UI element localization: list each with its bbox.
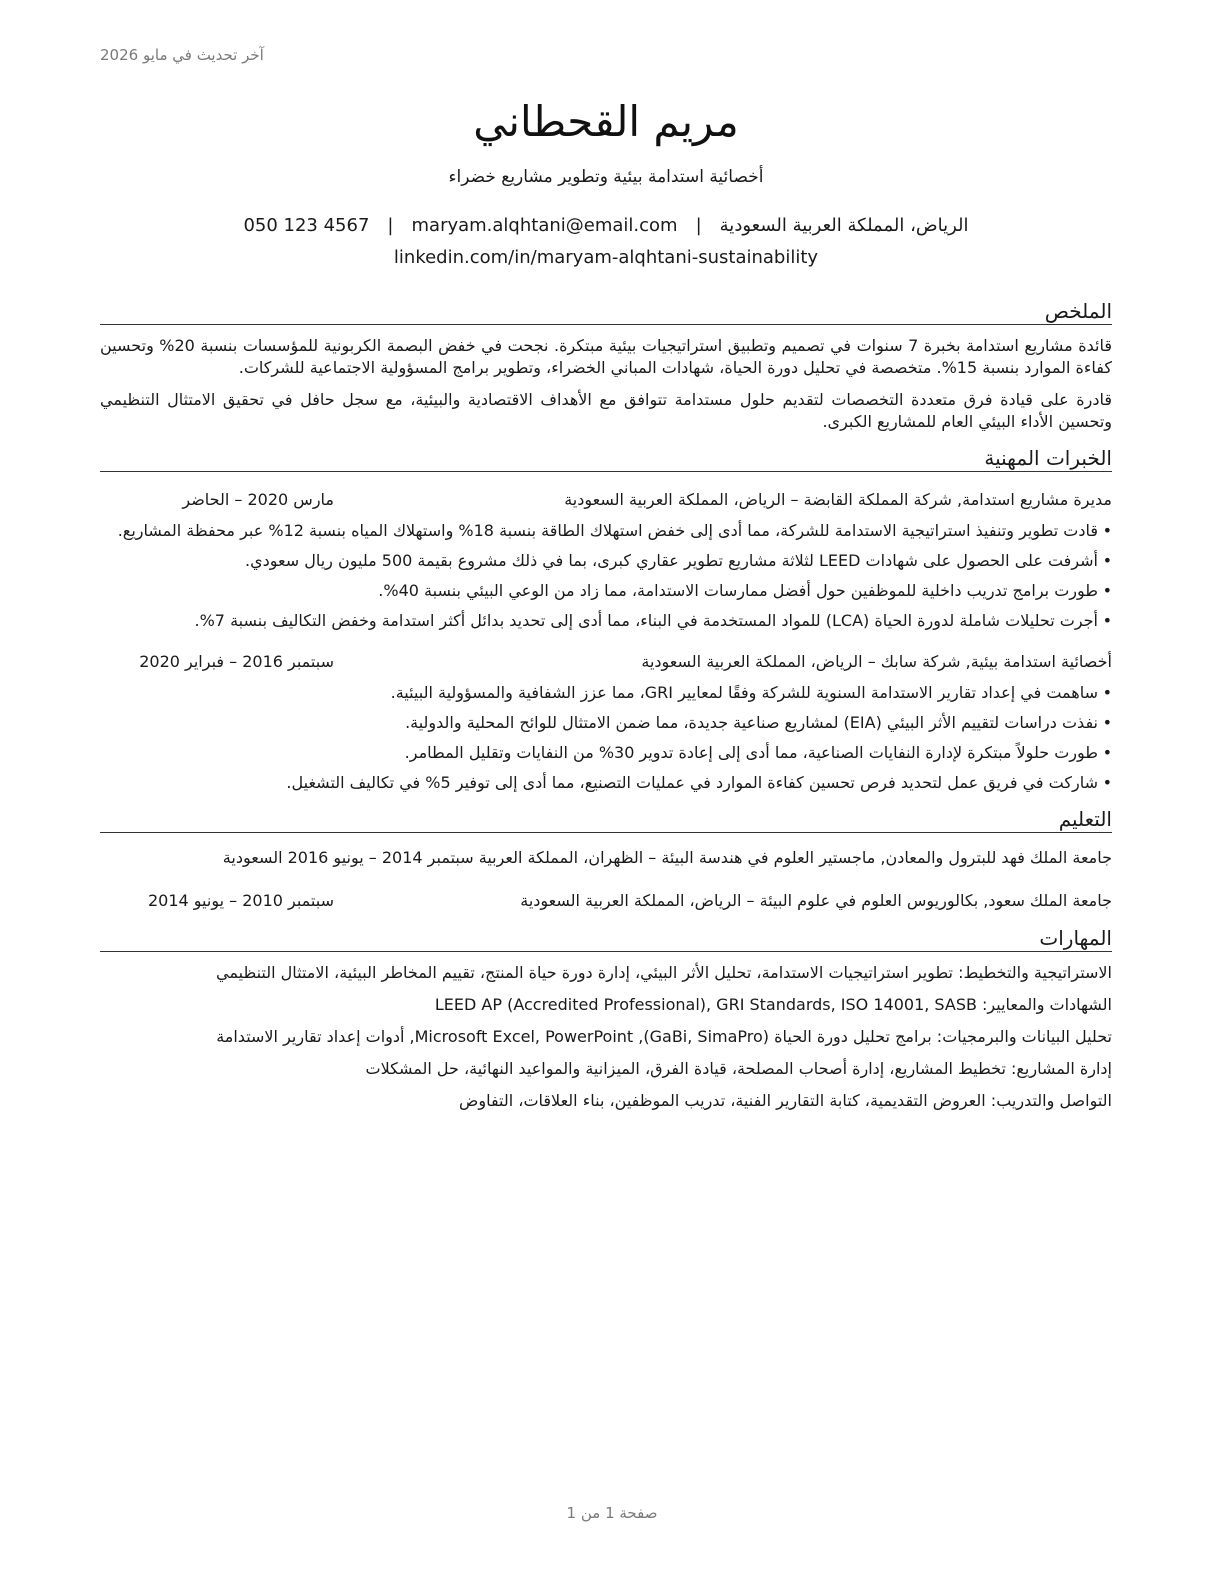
candidate-name: مريم القحطاني	[473, 97, 739, 146]
contact-separator: |	[695, 215, 702, 236]
last-updated-note: آخر تحديث في مايو 2026	[100, 46, 264, 64]
education-dates: سبتمبر 2010 – يونيو 2014	[147, 891, 334, 910]
contact-info	[100, 212, 1112, 240]
education-header	[100, 889, 1112, 913]
job-bullet: • طورت برامج تدريب داخلية للموظفين حول أفضل ممارسات الاستدامة، مما زاد من الوعي البيئي بنسبة 40%.	[100, 580, 1112, 602]
education-entry	[100, 889, 1112, 913]
location-text: الرياض، المملكة العربية السعودية	[719, 215, 969, 236]
phone-text: 050 123 4567	[243, 215, 370, 236]
job-bullet: • شاركت في فريق عمل لتحديد فرص تحسين كفاءة الموارد في عمليات التصنيع، مما أدى إلى توفير 5% في تكاليف التشغيل.	[100, 772, 1112, 794]
skill-line: التواصل والتدريب: العروض التقديمية، كتابة التقارير الفنية، تدريب الموظفين، بناء العلاقات، التفاوض	[459, 1091, 1112, 1110]
section-title-experience: الخبرات المهنية	[100, 445, 1112, 472]
resume-page	[100, 0, 1112, 1112]
summary-section	[100, 298, 1112, 433]
job-bullet: • طورت حلولاً مبتكرة لإدارة النفايات الصناعية، مما أدى إلى إعادة تدوير 30% من النفايات وتقليل المطامر.	[100, 742, 1112, 764]
skill-line: الاستراتيجية والتخطيط: تطوير استراتيجيات الاستدامة، تحليل الأثر البيئي، إدارة دورة حياة المنتج، تقييم المخاطر البيئية، الامتثال التنظيمي	[216, 963, 1112, 982]
job-bullets	[100, 520, 1112, 632]
job-dates: سبتمبر 2016 – فبراير 2020	[139, 652, 334, 671]
job-entry	[100, 488, 1112, 632]
job-bullet: • أشرفت على الحصول على شهادات LEED لثلاثة مشاريع تطوير عقاري كبرى، بما في ذلك مشروع بقيمة 500 مليون ريال سعودي.	[100, 550, 1112, 572]
section-title-skills: المهارات	[100, 925, 1112, 952]
job-bullet: • قادت تطوير وتنفيذ استراتيجية الاستدامة للشركة، مما أدى إلى خفض استهلاك الطاقة بنسبة 18% واستهلاك المياه بنسبة 12% عبر محفظة المشاريع.	[100, 520, 1112, 542]
contact-separator: |	[387, 215, 394, 236]
education-section	[100, 806, 1112, 913]
skills-section	[100, 925, 1112, 1112]
summary-paragraph: قائدة مشاريع استدامة بخبرة 7 سنوات في تصميم وتطبيق استراتيجيات بيئية مبتكرة. نجحت في خفض البصمة الكربونية للمؤسسات بنسبة 20% وتحسين كفاءة الموارد بنسبة 15%. متخصصة في تحليل دورة الحياة، شهادات المباني الخضراء، وتطوير برامج المسؤولية الاجتماعية للشركات.	[100, 336, 1112, 377]
linkedin-link[interactable]: linkedin.com/in/maryam-alqhtani-sustainability	[393, 247, 819, 268]
section-title-summary: الملخص	[100, 298, 1112, 325]
job-header	[100, 488, 1112, 512]
skill-line: تحليل البيانات والبرمجيات: برامج تحليل دورة الحياة (GaBi, SimaPro), Microsoft Excel, PowerPoint, أدوات إعداد تقارير الاستدامة	[216, 1027, 1112, 1046]
skill-line: إدارة المشاريع: تخطيط المشاريع، إدارة أصحاب المصلحة، قيادة الفرق، الميزانية والمواعيد النهائية، حل المشكلات	[365, 1059, 1112, 1078]
resume-header	[100, 94, 1112, 272]
summary-paragraph: قادرة على قيادة فرق متعددة التخصصات لتقديم حلول مستدامة تتوافق مع الأهداف الاقتصادية والبيئية، مع سجل حافل في تحقيق الامتثال التنظيمي وتحسين الأداء البيئي العام للمشاريع الكبرى.	[100, 390, 1112, 431]
job-role-company: أخصائية استدامة بيئية, شركة سابك – الرياض، المملكة العربية السعودية	[641, 652, 1112, 671]
job-bullets	[100, 682, 1112, 794]
job-header	[100, 650, 1112, 674]
job-entry	[100, 650, 1112, 794]
job-bullet: • ساهمت في إعداد تقارير الاستدامة السنوية للشركة وفقًا لمعايير GRI، مما عزز الشفافية والمسؤولية البيئية.	[100, 682, 1112, 704]
job-bullet: • نفذت دراسات لتقييم الأثر البيئي (EIA) لمشاريع صناعية جديدة، مما ضمن الامتثال للوائح المحلية والدولية.	[100, 712, 1112, 734]
skill-line: الشهادات والمعايير: LEED AP (Accredited Professional), GRI Standards, ISO 14001, SASB	[434, 995, 1112, 1014]
section-title-education: التعليم	[100, 806, 1112, 833]
page-number: صفحة 1 من 1	[566, 1504, 658, 1522]
education-institution: جامعة الملك سعود, بكالوريوس العلوم في علوم البيئة – الرياض، المملكة العربية السعودية	[520, 891, 1112, 910]
experience-section	[100, 445, 1112, 794]
job-role-company: مديرة مشاريع استدامة, شركة المملكة القابضة – الرياض، المملكة العربية السعودية	[564, 490, 1112, 509]
job-dates: مارس 2020 – الحاضر	[182, 490, 334, 509]
email-link[interactable]: maryam.alqhtani@email.com	[411, 215, 678, 236]
education-entry-text: جامعة الملك فهد للبترول والمعادن, ماجستير العلوم في هندسة البيئة – الظهران، المملكة العربية سبتمبر 2014 – يونيو 2016 السعودية	[222, 848, 1112, 867]
education-entry	[100, 847, 1112, 869]
candidate-title: أخصائية استدامة بيئية وتطوير مشاريع خضراء	[448, 167, 764, 187]
job-bullet: • أجرت تحليلات شاملة لدورة الحياة (LCA) للمواد المستخدمة في البناء، مما أدى إلى تحديد بدائل أكثر استدامة وخفض التكاليف بنسبة 7%.	[100, 610, 1112, 632]
